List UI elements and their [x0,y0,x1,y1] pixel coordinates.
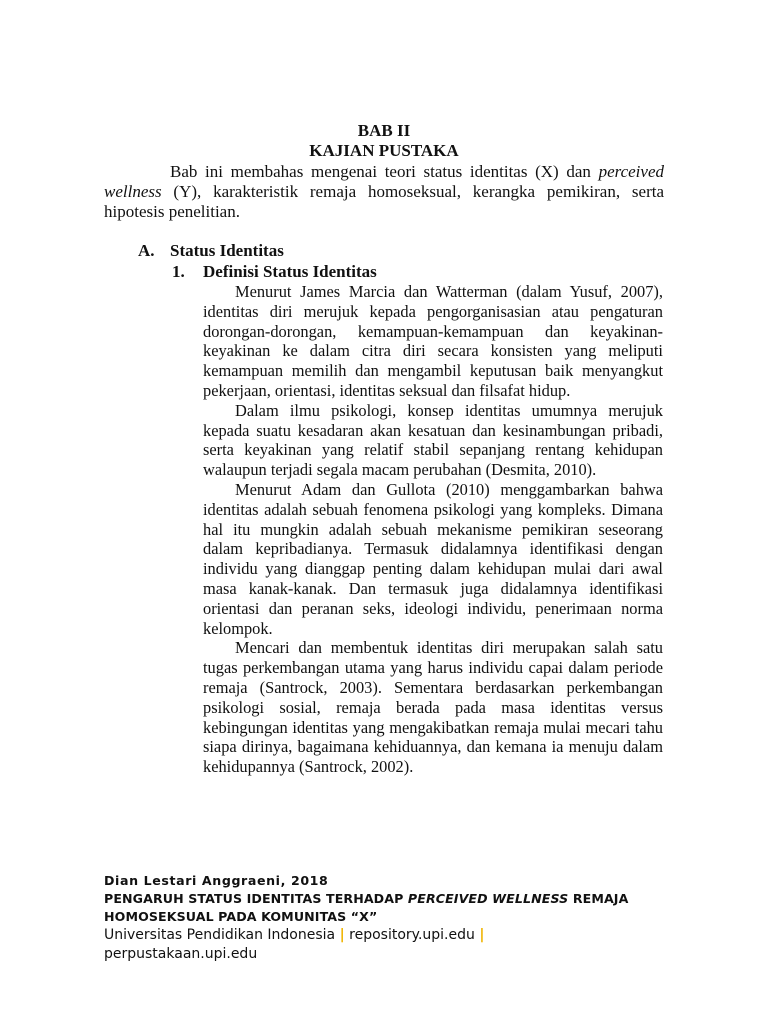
footer-thesis-title-line2: HOMOSEKSUAL PADA KOMUNITAS “X” [104,909,378,924]
body-paragraph: Menurut Adam dan Gullota (2010) menggambarkan bahwa identitas adalah sebuah fenomena psikologi yang kompleks. Dimana hal itu mungkin adalah sebuah mekanisme pemikiran seseorang dalam kepribadianya. Termasuk didalamnya identifikasi dengan individu yang dianggap penting dalam kehidupan mulai dari awal masa kanak-kanak. Dan termasuk juga didalamnya identifikasi orientasi dan peranan seks, ideologi individu, penerimaan norma kelompok. [203,479,663,638]
footer-title-text-1: PENGARUH STATUS IDENTITAS TERHADAP [104,891,408,906]
section-heading-a [138,241,284,261]
footer-university: Universitas Pendidikan Indonesia [104,927,336,943]
section-title: Status Identitas [170,241,284,260]
chapter-title: KAJIAN PUSTAKA [309,141,459,160]
intro-text-2: (Y), karakteristik remaja homoseksual, kerangka pemikiran, serta hipotesis penelitian. [104,182,664,221]
subsection-title: Definisi Status Identitas [203,262,377,281]
subsection-heading-1 [172,262,377,282]
footer-separator: | [339,927,345,943]
intro-text-1: Bab ini membahas mengenai teori status identitas (X) dan [170,162,599,181]
section-number: A. [138,241,155,260]
body-text [203,282,663,777]
intro-paragraph [104,162,664,222]
body-paragraph: Dalam ilmu psikologi, konsep identitas umumnya merujuk kepada suatu kesadaran akan kesatuan dan kesinambungan pribadi, serta keyakinan yang relatif stabil sepanjang rentang kehidupan walaupun terjadi segala macam perubahan (Desmita, 2010). [203,400,663,480]
footer-thesis-title-line1 [104,890,704,908]
footer-title-italic: PERCEIVED WELLNESS [407,891,569,906]
footer-author: Dian Lestari Anggraeni, 2018 [104,873,329,888]
footer-separator: | [479,927,485,943]
body-paragraph: Mencari dan membentuk identitas diri merupakan salah satu tugas perkembangan utama yang harus individu capai dalam periode remaja (Santrock, 2003). Sementara berdasarkan perkembangan psikologi sosial, remaja berada pada masa identitas versus kebingungan identitas yang mengakibatkan remaja mulai mecari tahu siapa dirinya, bagaimana kehiduannya, dan kemana ia menuju dalam kehidupannya (Santrock, 2002). [203,638,663,777]
footer-repository-link[interactable]: repository.upi.edu [349,927,475,943]
chapter-number: BAB II [357,121,411,140]
body-paragraph: Menurut James Marcia dan Watterman (dalam Yusuf, 2007), identitas diri merujuk kepada pengorganisasian atau pengaturan dorongan-dorongan, kemampuan-kemampuan dan keyakinan-keyakinan ke dalam citra diri secara konsisten yang meliputi kemampuan memilih dan mengambil keputusan baik menyangkut pekerjaan, orientasi, identitas seksual dan filsafat hidup. [203,282,663,400]
subsection-number: 1. [172,262,185,281]
footer-title-text-2: REMAJA [568,891,629,906]
intro-italic-term: perceived wellness [104,162,664,201]
footer-library-link[interactable]: perpustakaan.upi.edu [104,946,258,962]
footer-university-line [104,926,704,944]
